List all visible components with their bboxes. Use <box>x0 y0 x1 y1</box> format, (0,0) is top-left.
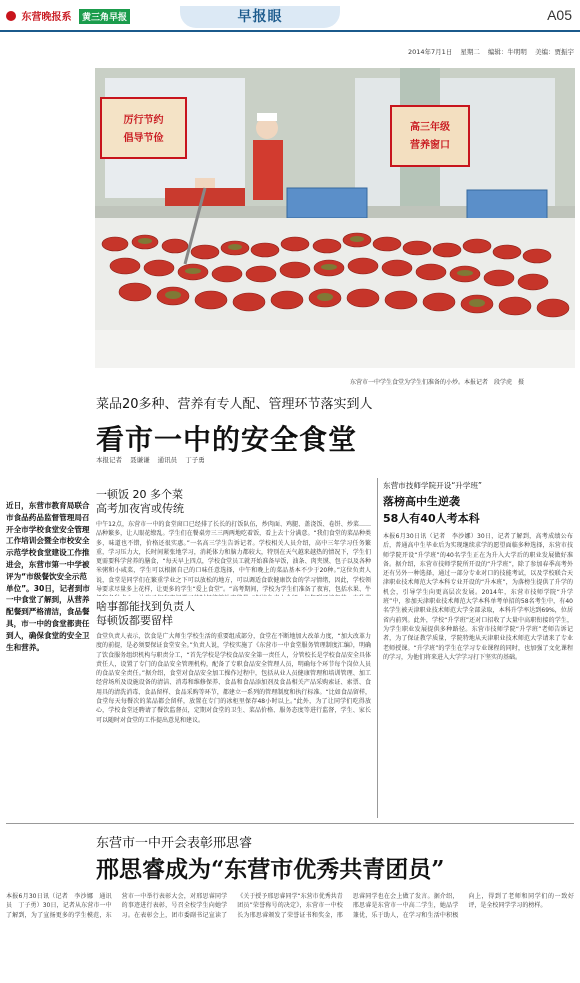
story3-body: 本报6月30日讯（记者 李沙娜 通讯员 丁子勇）30日，记者从东营市一中了解到，为了宣扬更多的学生模范，东营市一中举行表彰大会，对邢思睿同学的事迹进行表彰，号召全校学生向她学习。在表彰会上，团市委副书记宣读了《关于授予邢思睿同学“东营市优秀共青团员”荣誉称号的决定》，东营市一中校长为邢思睿颁发了荣誉证书和奖金，邢思睿同学也在会上做了发言。据介绍，邢思睿是东营市一中高二学生，她品学兼优，乐于助人，在学习和生活中积极向上，得到了老师和同学们的一致好评，是全校同学学习的榜样。 <box>6 893 574 919</box>
section-divider <box>6 823 574 824</box>
issue-meta <box>402 47 574 56</box>
story3-headline: 邢思睿成为“东营市优秀共青团员” <box>96 856 445 883</box>
section-title: 早报眼 <box>180 6 340 28</box>
story2-headline-line2: 58人有40人考本科 <box>383 512 480 525</box>
issue-date: 2014年7月1日 <box>407 48 453 56</box>
story1-subhead1: 一顿饭 20 多个菜 高考加夜宵或传统 <box>96 488 184 515</box>
story2-headline-line1: 落榜高中生逆袭 <box>383 495 460 508</box>
designer-credit: 美编：贾振宇 <box>535 48 574 56</box>
story1-subhead2: 啥事都能找到负责人 每顿饭都要留样 <box>96 600 195 627</box>
story1-lead: 近日，东营市教育局联合市食品药品监督管理局召开全市学校食堂安全管理工作培训会暨全市校安全示范学校食堂建设工作推进会，东营市第一中学被评为“市级餐饮安全示范单位”。30日，记者到市一中食堂了解到，从营养配餐到严格清洁，食品餐具，市一中的食堂都责任到人，确保食堂的安全卫生和营养。 <box>6 501 90 652</box>
sign-right-line1: 高三年级 <box>410 122 450 133</box>
sign-right-line2: 营养窗口 <box>410 140 450 151</box>
photo-caption: 东营市一中学生食堂为学生们准备的小炒。本报记者 段学虎 摄 <box>350 379 525 386</box>
brand-tag: 黄三角早报 <box>79 9 130 24</box>
story3-kicker: 东营市一中开会表彰邢思睿 <box>96 836 253 851</box>
brand-logo <box>6 8 130 24</box>
cafeteria-photo-illustration <box>95 68 575 368</box>
story2-body: 本报6月30日讯（记者 李沙娜）30日，记者了解到，高考成绩公布后，普通高中生毕业后为实现继续求学的愿望面临多种选择，东营市技师学院开设“升学班”的40名学生正在为升入大学后的职业发展做好准备。据介绍，东营市技师学院所开设的“升学班”，除了参加春季高考外还有另外一种选择，通过一部分专业对口的技能考试，以及学校联合天津职业技术师范大学本科专业开设的“升本班”，为落榜生提供了升学的机会，引导学生向更高层次发展。2014年，东营市技师学院“升学班”中，参加天津职业技术师范大学本科单考单招的58名考生中，有40名学生被天津职业技术师范大学全部录取，本科升学率达到69%，位居省内前列。此外，学校“升学班”还对口招收了大量中高职衔接的学生，为学生职业发展提供多种路径。东营市技师学院“升学班”老师告诉记者，为了保证教学质量，学院特地从天津职业技术师范大学请来了专业老师授课。“升学班”的学生在学习专业课程的同时，也加强了文化课程的学习，为他们将来进入大学学习打下坚实的基础。 <box>383 533 573 661</box>
column-divider <box>377 478 378 818</box>
sign-left-line2: 倡导节俭 <box>123 133 164 144</box>
page-number: A05 <box>547 7 572 23</box>
cafeteria-photo <box>95 68 575 368</box>
sign-left-line1: 厉行节约 <box>123 115 164 126</box>
brand-mark-icon <box>6 11 16 21</box>
story2-kicker: 东营市技师学院开设“升学班” <box>383 481 482 490</box>
brand-name: 东营晚报系 <box>21 12 72 23</box>
story1-byline: 本报记者 聂谦谦 通讯员 丁子勇 <box>96 456 205 464</box>
editor-credit: 编辑：牛明明 <box>487 48 527 56</box>
masthead <box>0 0 580 32</box>
story1-kicker: 菜品20多种、营养有专人配、管理环节落实到人 <box>96 397 373 412</box>
story1-headline: 看市一中的安全食堂 <box>96 423 358 456</box>
issue-weekday: 星期二 <box>460 48 480 56</box>
story1-para1: 中午12点，东营市一中的食堂窗口已经排了长长的打饭队伍，炒肉面、鸡腿、盖浇饭、卷饼、炒菜……品种繁多，让人眼花缭乱。学生们在餐桌旁三三两两地吃着饭，看上去十分满意。“我们食堂的菜品种类多，味道也不错，价格还很实惠。”一名高三学生告诉记者。学校相关人员介绍，高中三年学习任务繁重，学习压力大，长时间紧张地学习，消耗体力和脑力都较大，特别在天气越来越热的情况下，学生们更需要科学营养的膳食，“每天早上四点，学校食堂员工就开始准备早饭，油条、肉夹馍、包子以及各种米粥和小咸菜，学生可以根据自己的口味任意选择，中午和晚上的菜品基本不少于20种。”这位负责人说，食堂是同学们在繁重学业之下可以放松的地方，可以调适食欲健康饮食的学习情绪，因此，学校领导要求尽量多上花样，让更多的学生“爱上食堂”。“高考期间，学校为学生们准备了夜宵，包括水果、牛 <box>96 521 371 594</box>
story1-para2: 食堂负责人表示，饮食是广大师生学校生活的重要组成部分，食堂在不断地加大改革力度，“加大改革力度的前提，是必须要保证食堂安全。”负责人说，学校实施了《东营市一中食堂服务管理制度汇编》，明确了饮食服务组织机构与职责分工，“首先学校是学校食品安全第一责任人，分管校长是学校食品安全具体责任人，设置了专门的食品安全管理机构，配备了专职食品安全管理人员，明确每个环节每个岗位人员的食品安全责任。”据介绍，食堂对食品安全加工操作过程中，包括从业人员健康管理和培训管理、加工经营场所及设施设备的清洁、消毒和维修保养、食品和食品添加剂及食品相关产品采购索证、索票、食用具的清洗消毒、食品留样、食品采购等环节，都建立一系列的管理制度和执行标准。“比如食品留样，食堂每天每餐次的菜品都会留样，放置在专门的冰柜里保存48小时以上。”此外，为了让同学们吃得放心，学校食堂还聘请了餐饮监督员，定期对食堂的卫生、菜品价格、服务态度等进行监督，学生、家长可以随时对食堂的工作提出意见和建议。 <box>96 633 371 724</box>
